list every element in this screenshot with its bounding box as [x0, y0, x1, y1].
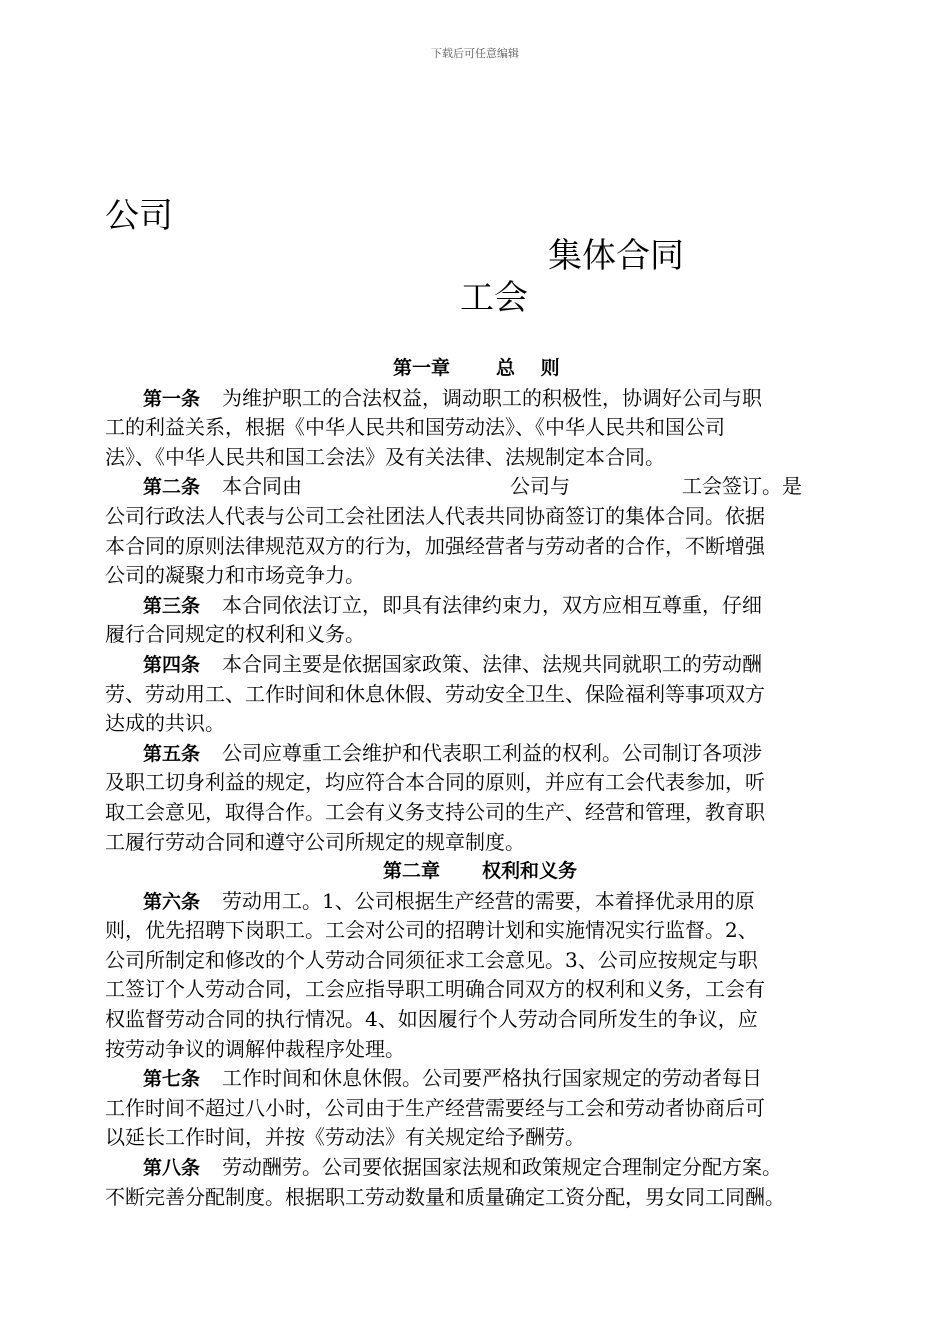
article-line [105, 384, 845, 414]
article-line: 公司所制定和修改的个人劳动合同须征求工会意见。3、公司应按规定与职 [105, 947, 758, 972]
article-text: 劳动酬劳。公司要依据国家法规和政策规定合理制定分配方案。 [222, 1155, 783, 1180]
chapter-name: 总 则 [496, 357, 560, 379]
chapter-heading [105, 857, 845, 887]
title-union: 工会 [460, 278, 528, 318]
article-line: 本合同的原则法律规范双方的行为，加强经营者与劳动者的合作，不断增强 [105, 533, 765, 558]
article-line: 不断完善分配制度。根据职工劳动数量和质量确定工资分配，男女同工同酬。 [105, 1184, 785, 1209]
article-label: 第三条 [143, 594, 201, 617]
document-body [105, 354, 845, 1212]
article-label: 第四条 [143, 653, 201, 676]
title-collective-contract: 集体合同 [548, 236, 684, 276]
article-line: 履行合同规定的权利和义务。 [105, 622, 365, 647]
article-line: 取工会意见，取得合作。工会有义务支持公司的生产、经营和管理，教育职 [105, 799, 765, 824]
article-line [105, 650, 845, 680]
article-line: 工签订个人劳动合同，工会应指导职工明确合同双方的权利和义务，工会有 [105, 977, 765, 1002]
article-line [105, 739, 845, 769]
article-line: 公司行政法人代表与公司工会社团法人代表共同协商签订的集体合同。依据 [105, 503, 765, 528]
article-line: 达成的共识。 [105, 711, 225, 736]
article-text: 本合同由 [222, 474, 303, 499]
article-line: 及职工切身利益的规定，均应符合本合同的原则，并应有工会代表参加，听 [105, 770, 765, 795]
article-line [105, 887, 845, 917]
article-text: 公司应尊重工会维护和代表职工利益的权利。公司制订各项涉 [222, 740, 763, 765]
article-line [105, 1064, 845, 1094]
chapter-heading [105, 354, 845, 384]
article-label: 第一条 [143, 387, 201, 410]
chapter-label: 第二章 [383, 860, 441, 883]
article-label: 第六条 [143, 890, 201, 913]
article-line: 工履行劳动合同和遵守公司所规定的规章制度。 [105, 829, 525, 854]
article-line: 权监督劳动合同的执行情况。4、如因履行个人劳动合同所发生的争议，应 [105, 1007, 758, 1032]
article-line: 按劳动争议的调解仲裁程序处理。 [105, 1036, 405, 1061]
header-note: 下载后可任意编辑 [431, 47, 519, 60]
article-text: 公司与 [510, 474, 571, 499]
article-text: 劳动用工。1、公司根据生产经营的需要，本着择优录用的原 [222, 888, 755, 913]
article-text: 为维护职工的合法权益，调动职工的积极性，协调好公司与职 [222, 385, 763, 410]
article-label: 第二条 [143, 476, 201, 499]
chapter-name: 权利和义务 [482, 860, 578, 883]
article-line: 则，优先招聘下岗职工。工会对公司的招聘计划和实施情况实行监督。2、 [105, 918, 758, 943]
article-line: 公司的凝聚力和市场竞争力。 [105, 563, 365, 588]
title-company: 公司 [105, 196, 173, 236]
article-line: 工作时间不超过八小时，公司由于生产经营需要经与工会和劳动者协商后可 [105, 1095, 765, 1120]
article-text: 本合同主要是依据国家政策、法律、法规共同就职工的劳动酬 [222, 651, 763, 676]
article-line: 劳、劳动用工、工作时间和休息休假、劳动安全卫生、保险福利等事项双方 [105, 681, 765, 706]
article-line [105, 591, 845, 621]
article-text: 工会签订。是 [682, 474, 803, 499]
article-text: 本合同依法订立，即具有法律约束力，双方应相互尊重，仔细 [222, 592, 763, 617]
article-line: 法》、《中华人民共和国工会法》及有关法律、法规制定本合同。 [105, 444, 665, 469]
article-line [105, 472, 845, 502]
article-line: 以延长工作时间，并按《劳动法》有关规定给予酬劳。 [105, 1125, 585, 1150]
article-line [105, 1153, 845, 1183]
article-line: 工的利益关系，根据《中华人民共和国劳动法》、《中华人民共和国公司 [105, 415, 725, 440]
article-label: 第八条 [143, 1157, 201, 1180]
chapter-label: 第一章 [393, 357, 451, 379]
article-label: 第五条 [143, 742, 201, 765]
article-label: 第七条 [143, 1068, 201, 1091]
article-text: 工作时间和休息休假。公司要严格执行国家规定的劳动者每日 [222, 1066, 763, 1091]
